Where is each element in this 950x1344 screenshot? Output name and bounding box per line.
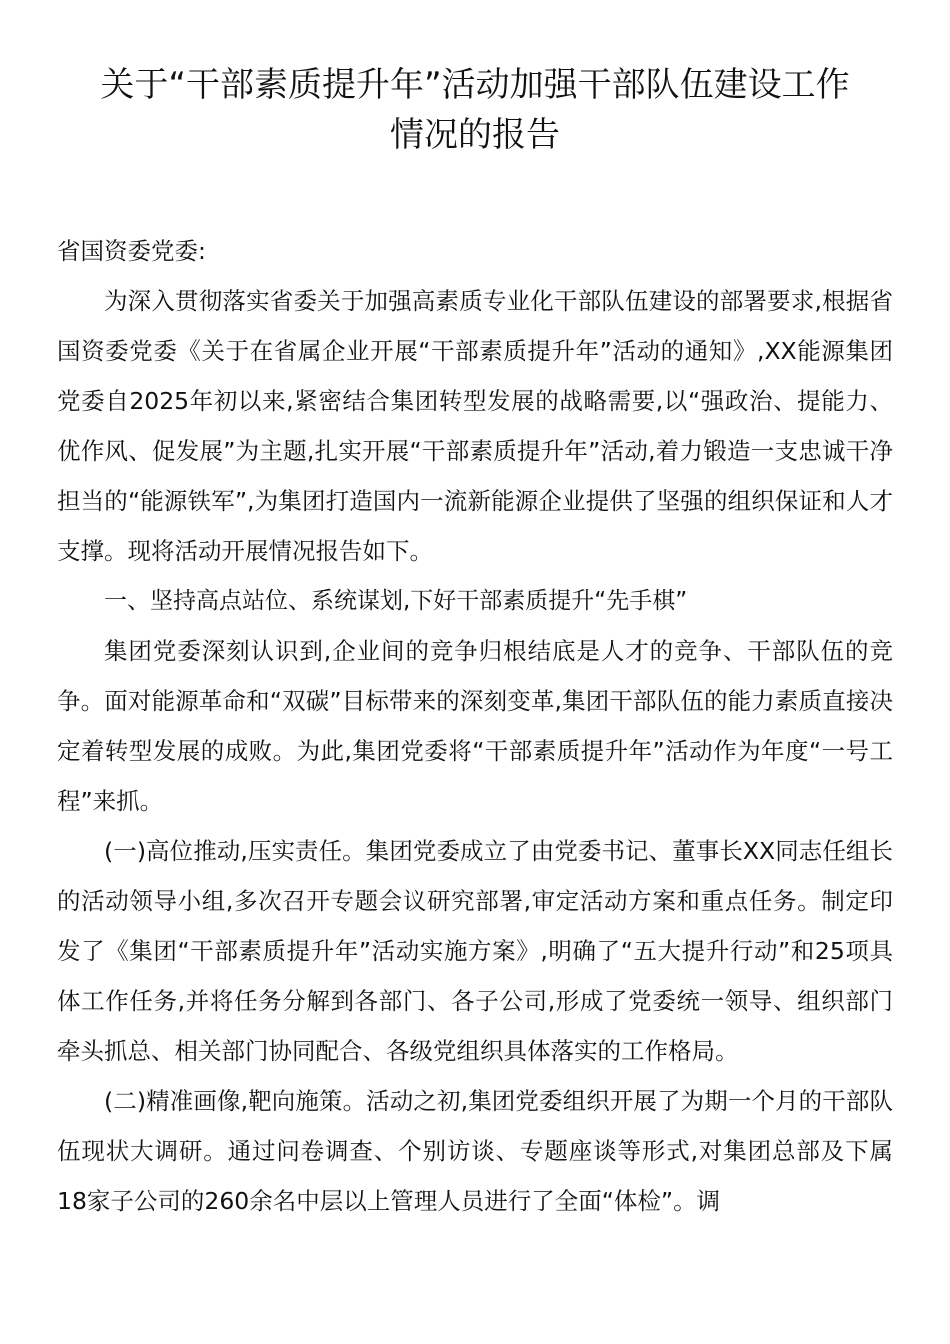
document-page bbox=[57, 60, 893, 1226]
title-line-1: 关于“干部素质提升年”活动加强干部队伍建设工作 bbox=[100, 65, 850, 105]
salutation: 省国资委党委: bbox=[57, 237, 206, 265]
title-line-2: 情况的报告 bbox=[390, 115, 560, 155]
section-1-paragraph-3: (二)精准画像,靶向施策。活动之初,集团党委组织开展了为期一个月的干部队伍现状大调研。通过问卷调查、个别访谈、专题座谈等形式,对集团总部及下属18家子公司的260余名中层以上管理人员进行了全面“体检”。调 bbox=[57, 1087, 893, 1215]
section-1-heading: 一、坚持高点站位、系统谋划,下好干部素质提升“先手棋” bbox=[104, 588, 688, 614]
intro-paragraph: 为深入贯彻落实省委关于加强高素质专业化干部队伍建设的部署要求,根据省国资委党委《关于在省属企业开展“干部素质提升年”活动的通知》,XX能源集团党委自2025年初以来,紧密结合集团转型发展的战略需要,以“强政治、提能力、优作风、促发展”为主题,扎实开展“干部素质提升年”活动,着力锻造一支忠诚干净担当的“能源铁军”,为集团打造国内一流新能源企业提供了坚强的组织保证和人才支撑。现将活动开展情况报告如下。 bbox=[57, 287, 893, 565]
section-1-paragraph-1: 集团党委深刻认识到,企业间的竞争归根结底是人才的竞争、干部队伍的竞争。面对能源革命和“双碳”目标带来的深刻变革,集团干部队伍的能力素质直接决定着转型发展的成败。为此,集团党委将“干部素质提升年”活动作为年度“一号工程”来抓。 bbox=[57, 637, 893, 815]
section-1-paragraph-2: (一)高位推动,压实责任。集团党委成立了由党委书记、董事长XX同志任组长的活动领导小组,多次召开专题会议研究部署,审定活动方案和重点任务。制定印发了《集团“干部素质提升年”活动实施方案》,明确了“五大提升行动”和25项具体工作任务,并将任务分解到各部门、各子公司,形成了党委统一领导、组织部门牵头抓总、相关部门协同配合、各级党组织具体落实的工作格局。 bbox=[57, 837, 893, 1065]
document-title bbox=[57, 60, 893, 160]
